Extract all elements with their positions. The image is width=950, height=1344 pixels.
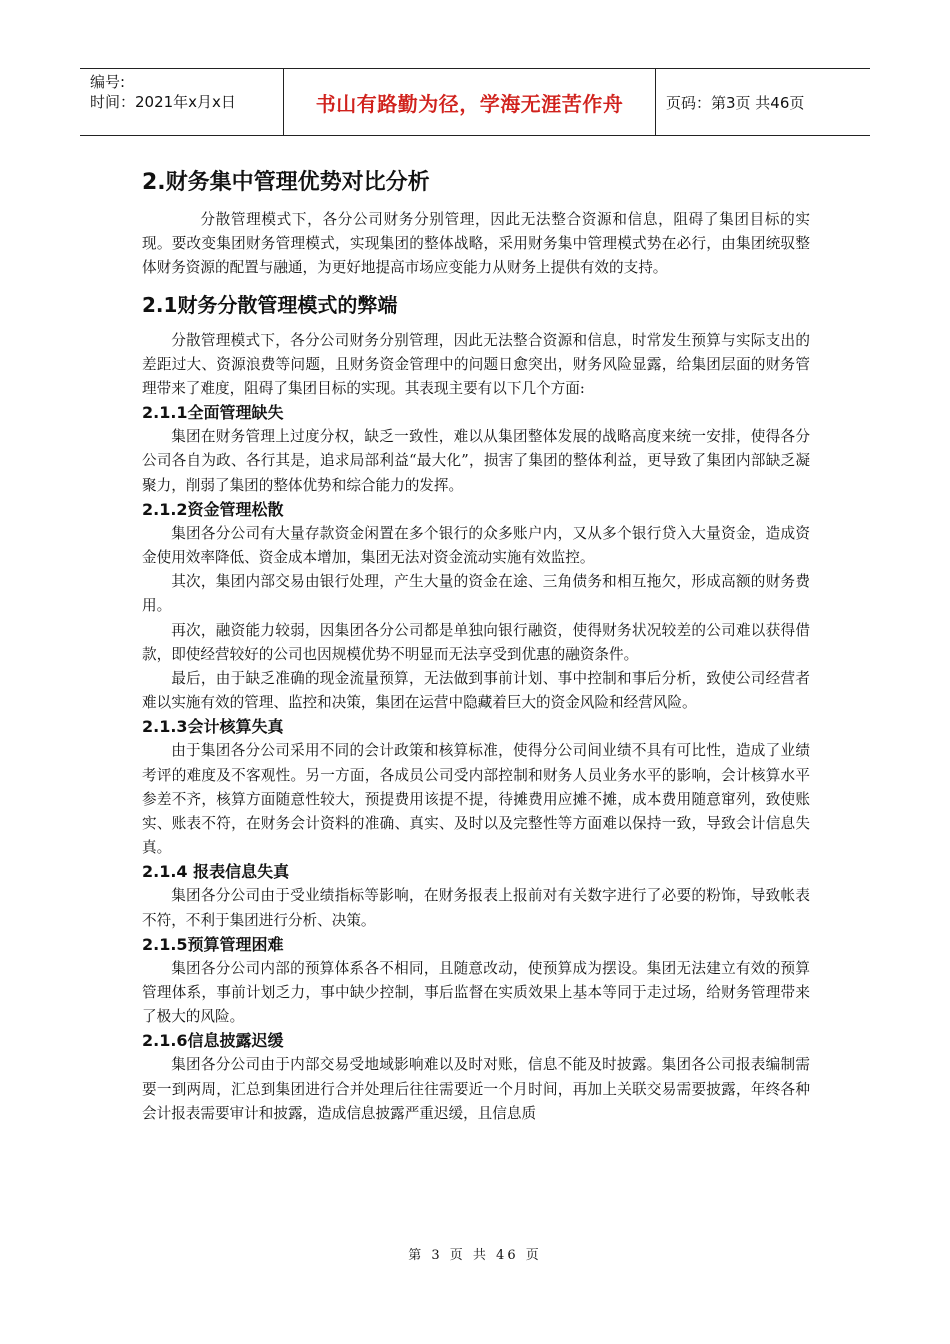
document-time-label: 时间：2021年x月x日 <box>90 93 236 111</box>
document-body <box>142 168 810 1126</box>
subsection-2-1-2-paragraph-4: 最后，由于缺乏准确的现金流量预算，无法做到事前计划、事中控制和事后分析，致使公司经营者难以实施有效的管理、监控和决策，集团在运营中隐藏着巨大的资金风险和经营风险。 <box>142 670 810 712</box>
subsection-2-1-6-paragraph: 集团各分公司由于内部交易受地域影响难以及时对账，信息不能及时披露。集团各公司报表编制需要一到两周，汇总到集团进行合并处理后往往需要近一个月时间，再加上关联交易需要披露，年终各种会计报表需要审计和披露，造成信息披露严重迟缓，且信息质 <box>142 1056 810 1122</box>
subsection-2-1-5-paragraph: 集团各分公司内部的预算体系各不相同，且随意改动，使预算成为摆设。集团无法建立有效的预算管理体系，事前计划乏力，事中缺少控制，事后监督在实质效果上基本等同于走过场，给财务管理带来了极大的风险。 <box>142 959 810 1026</box>
page-footer: 第 3 页 共 46 页 <box>408 1248 542 1263</box>
subsection-2-1-2-paragraph-2: 其次，集团内部交易由银行处理，产生大量的资金在途、三角债务和相互拖欠，形成高额的财务费用。 <box>142 573 810 615</box>
subsection-2-1-2-paragraph-3: 再次，融资能力较弱，因集团各分公司都是单独向银行融资，使得财务状况较差的公司难以获得借款，即使经营较好的公司也因规模优势不明显而无法享受到优惠的融资条件。 <box>142 621 810 663</box>
subsection-2-1-3-paragraph: 由于集团各分公司采用不同的会计政策和核算标准，使得分公司间业绩不具有可比性，造成了业绩考评的难度及不客观性。另一方面，各成员公司受内部控制和财务人员业务水平的影响，会计核算水平参差不齐，核算方面随意性较大，预提费用该提不提，待摊费用应摊不摊，成本费用随意窜列，致使账实、账表不符，在财务会计资料的准确、真实、及时以及完整性等方面难以保持一致，导致会计信息失真。 <box>142 742 810 857</box>
page-title: 2.财务集中管理优势对比分析 <box>142 170 430 195</box>
document-number-label: 编号: <box>90 73 126 91</box>
subsection-heading-2-1-4: 2.1.4 报表信息失真 <box>142 862 290 882</box>
subsection-2-1-1-paragraph: 集团在财务管理上过度分权，缺乏一致性，难以从集团整体发展的战略高度来统一安排，使得各分公司各自为政、各行其是，追求局部利益“最大化”，损害了集团的整体利益，更导致了集团内部缺乏凝聚力，削弱了集团的整体优势和综合能力的发挥。 <box>142 428 810 494</box>
subsection-2-1-4-paragraph: 集团各分公司由于受业绩指标等影响，在财务报表上报前对有关数字进行了必要的粉饰，导致帐表不符，不利于集团进行分析、决策。 <box>142 887 810 929</box>
subsection-heading-2-1-6: 2.1.6信息披露迟缓 <box>142 1031 284 1051</box>
header-left-cell <box>80 69 284 135</box>
subsection-heading-2-1-2: 2.1.2资金管理松散 <box>142 499 284 519</box>
header-motto: 书山有路勤为径，学海无涯苦作舟 <box>284 69 656 135</box>
section-heading-2-1: 2.1财务分散管理模式的弊端 <box>142 292 398 317</box>
page-header <box>80 68 870 136</box>
header-page-info: 页码：第3页 共46页 <box>666 93 805 112</box>
subsection-heading-2-1-1: 2.1.1全面管理缺失 <box>142 403 284 423</box>
section-2-1-intro: 分散管理模式下，各分公司财务分别管理，因此无法整合资源和信息，时常发生预算与实际支出的差距过大、资源浪费等问题，且财务资金管理中的问题日愈突出，财务风险显露，给集团层面的财务管理带来了难度，阻碍了集团目标的实现。其表现主要有以下几个方面: <box>142 331 810 398</box>
subsection-heading-2-1-5: 2.1.5预算管理困难 <box>142 934 284 954</box>
intro-paragraph: 分散管理模式下，各分公司财务分别管理，因此无法整合资源和信息，阻碍了集团目标的实现。要改变集团财务管理模式，实现集团的整体战略，采用财务集中管理模式势在必行，由集团统驭整体财务资源的配置与融通，为更好地提高市场应变能力从财务上提供有效的支持。 <box>142 211 810 277</box>
subsection-2-1-2-paragraph-1: 集团各分公司有大量存款资金闲置在多个银行的众多账户内，又从多个银行贷入大量资金，造成资金使用效率降低、资金成本增加，集团无法对资金流动实施有效监控。 <box>142 524 810 567</box>
subsection-heading-2-1-3: 2.1.3会计核算失真 <box>142 717 284 737</box>
